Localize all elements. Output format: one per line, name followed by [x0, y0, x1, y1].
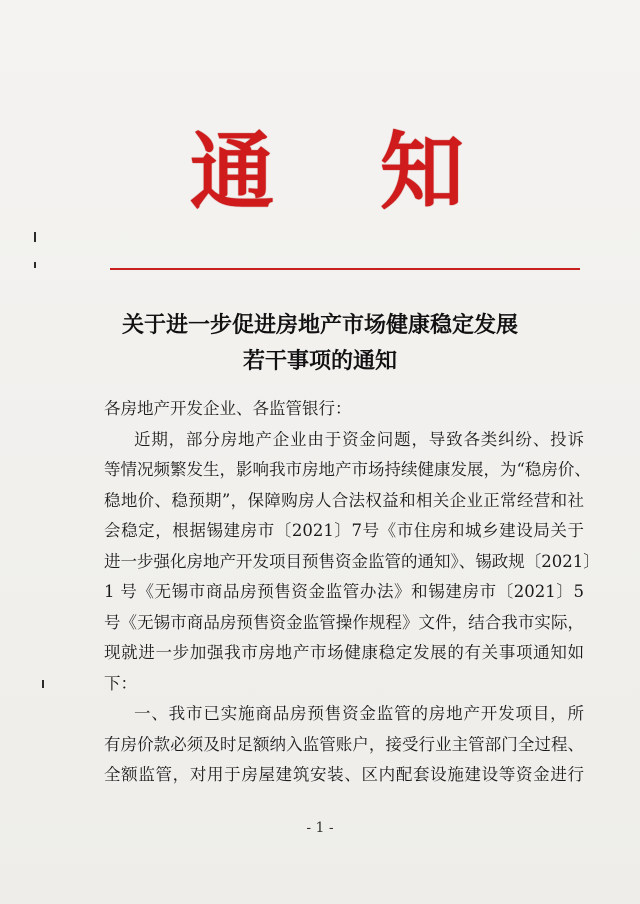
document-title-line-2: 若干事项的通知	[242, 348, 397, 374]
body-line: 稳地价、稳预期”，保障购房人合法权益和相关企业正常经营和社	[104, 490, 584, 510]
red-header	[0, 124, 640, 220]
binding-mark	[34, 232, 36, 242]
body-line: 号《无锡市商品房预售资金监管操作规程》文件，结合我市实际，	[104, 612, 584, 632]
body-line: 各房地产开发企业、各监管银行：	[104, 399, 352, 418]
header-char-2: 知	[380, 122, 465, 221]
body-line: 1 号《无锡市商品房预售资金监管办法》和锡建房市〔2021〕5	[104, 582, 584, 601]
binding-mark	[34, 262, 36, 268]
header-char-1: 通	[190, 122, 275, 221]
body-line: 进一步强化房地产开发项目预售资金监管的通知》、锡政规〔2021〕	[104, 551, 600, 571]
body-line: 现就进一步加强我市房地产市场健康稳定发展的有关事项通知如	[104, 643, 584, 662]
red-divider	[110, 268, 580, 270]
body-line: 全额监管，对用于房屋建筑安装、区内配套设施建设等资金进行	[104, 765, 584, 784]
body-line: 等情况频繁发生，影响我市房地产市场持续健康发展，为“稳房价、	[104, 460, 591, 479]
body-line: 下：	[104, 673, 137, 693]
body-line: 近期，部分房地产企业由于资金问题，导致各类纠纷、投诉	[134, 429, 584, 449]
document-title-line-1: 关于进一步促进房地产市场健康稳定发展	[121, 312, 518, 338]
body-line: 有房价款必须及时足额纳入监管账户，接受行业主管部门全过程、	[104, 734, 584, 754]
body-line: 会稳定，根据锡建房市〔2021〕7号《市住房和城乡建设局关于	[104, 521, 584, 540]
body-line: 一、我市已实施商品房预售资金监管的房地产开发项目，所	[134, 704, 584, 723]
page-number: - 1 -	[306, 820, 334, 836]
binding-mark	[42, 680, 44, 688]
